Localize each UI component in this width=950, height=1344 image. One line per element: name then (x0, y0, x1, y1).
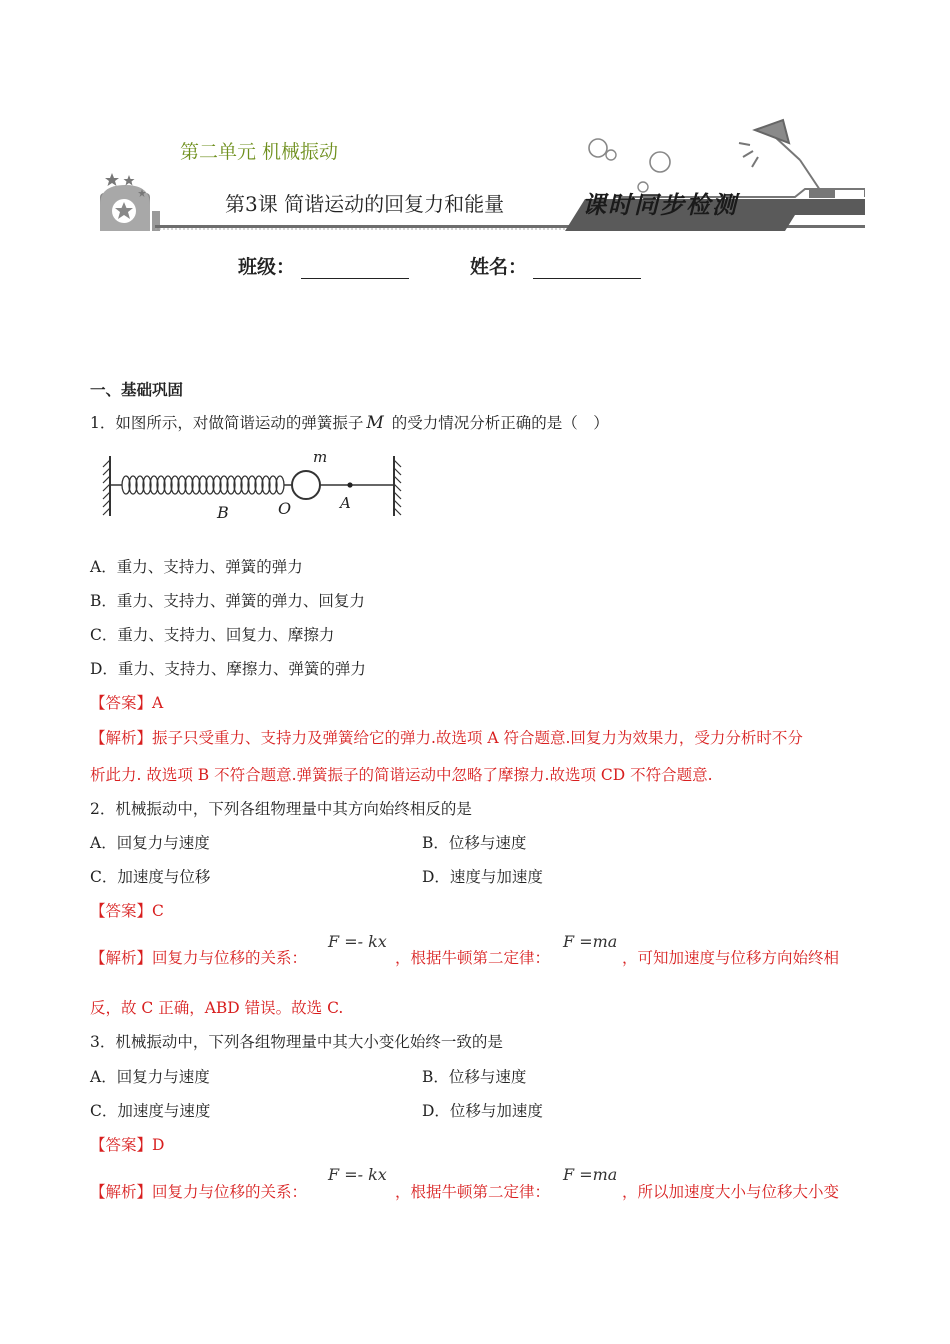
q2-analysis-a: 【解析】回复力与位移的关系： (90, 949, 308, 967)
q3-stem: 3．机械振动中，下列各组物理量中其大小变化始终一致的是 (90, 1033, 503, 1051)
q1-answer: 【答案】A (90, 694, 164, 712)
q2-option-a[interactable]: A．回复力与速度 (90, 834, 210, 852)
q3-option-d[interactable]: D．位移与加速度 (422, 1102, 543, 1120)
header-banner (95, 115, 865, 235)
q2-formula-2: F =ma (563, 932, 618, 951)
q2-stem: 2．机械振动中，下列各组物理量中其方向始终相反的是 (90, 800, 472, 818)
q2-answer: 【答案】C (90, 902, 164, 920)
unit-title: 第二单元 机械振动 (180, 141, 339, 163)
q2-analysis-b: ，根据牛顿第二定律： (395, 949, 551, 967)
q1-option-b[interactable]: B．重力、支持力、弹簧的弹力、回复力 (90, 592, 365, 610)
q2-formula-1: F =- kx (328, 932, 387, 951)
q3-option-a[interactable]: A．回复力与速度 (90, 1068, 210, 1086)
q3-option-b[interactable]: B．位移与速度 (422, 1068, 527, 1086)
class-field[interactable] (238, 252, 409, 279)
bubble-icon (589, 139, 607, 157)
spring-oscillator-diagram (100, 448, 410, 528)
q3-analysis-a: 【解析】回复力与位移的关系： (90, 1183, 308, 1201)
q3-analysis-c: ，所以加速度大小与位移大小变 (622, 1183, 840, 1201)
q3-option-c[interactable]: C．加速度与速度 (90, 1102, 211, 1120)
name-label: 姓名： (470, 256, 528, 278)
banner-graphic (95, 115, 865, 235)
q1-option-d[interactable]: D．重力、支持力、摩擦力、弹簧的弹力 (90, 660, 366, 678)
q1-stem-b: 的受力情况分析正确的是（ ） (386, 414, 609, 432)
spring-figure (100, 448, 410, 528)
label-b: B (217, 503, 229, 522)
star-badge-icon (100, 173, 160, 231)
q3-formula-1: F =- kx (328, 1165, 387, 1184)
label-m: m (313, 448, 328, 466)
label-a: A (340, 494, 351, 512)
q2-analysis-c: ，可知加速度与位移方向始终相 (622, 949, 840, 967)
class-blank[interactable] (301, 260, 409, 279)
q1-analysis-line1: 【解析】振子只受重力、支持力及弹簧给它的弹力.故选项 A 符合题意.回复力为效果力，受力分析时不分 (90, 729, 803, 747)
q1-option-c[interactable]: C．重力、支持力、回复力、摩擦力 (90, 626, 335, 644)
q3-answer: 【答案】D (90, 1136, 165, 1154)
q3-formula-2: F =ma (563, 1165, 618, 1184)
class-label: 班级： (238, 256, 296, 278)
q3-analysis-b: ，根据牛顿第二定律： (395, 1183, 551, 1201)
q2-option-b[interactable]: B．位移与速度 (422, 834, 527, 852)
lesson-title: 第3课 简谐运动的回复力和能量 (225, 192, 505, 216)
name-field[interactable] (470, 252, 641, 279)
brand-title: 课时同步检测 (582, 190, 738, 219)
q1-stem-a: 1．如图所示，对做简谐运动的弹簧振子 (90, 414, 364, 432)
q1-option-a[interactable]: A．重力、支持力、弹簧的弹力 (90, 558, 303, 576)
q1-analysis-line2: 析此力. 故选项 B 不符合题意.弹簧振子的简谐运动中忽略了摩擦力.故选项 CD 不符合题意. (90, 766, 713, 784)
oscillator-ball (292, 471, 320, 499)
name-blank[interactable] (533, 260, 641, 279)
desk-lamp-icon (739, 120, 834, 197)
q1-stem (90, 411, 609, 433)
q2-option-c[interactable]: C．加速度与位移 (90, 868, 211, 886)
q2-option-d[interactable]: D．速度与加速度 (422, 868, 543, 886)
q2-analysis-line2: 反，故 C 正确，ABD 错误。故选 C. (90, 999, 344, 1017)
spring-coil (122, 476, 284, 494)
label-o: O (278, 499, 292, 518)
q1-stem-var: M (366, 413, 384, 433)
section-title: 一、基础巩固 (90, 380, 184, 399)
